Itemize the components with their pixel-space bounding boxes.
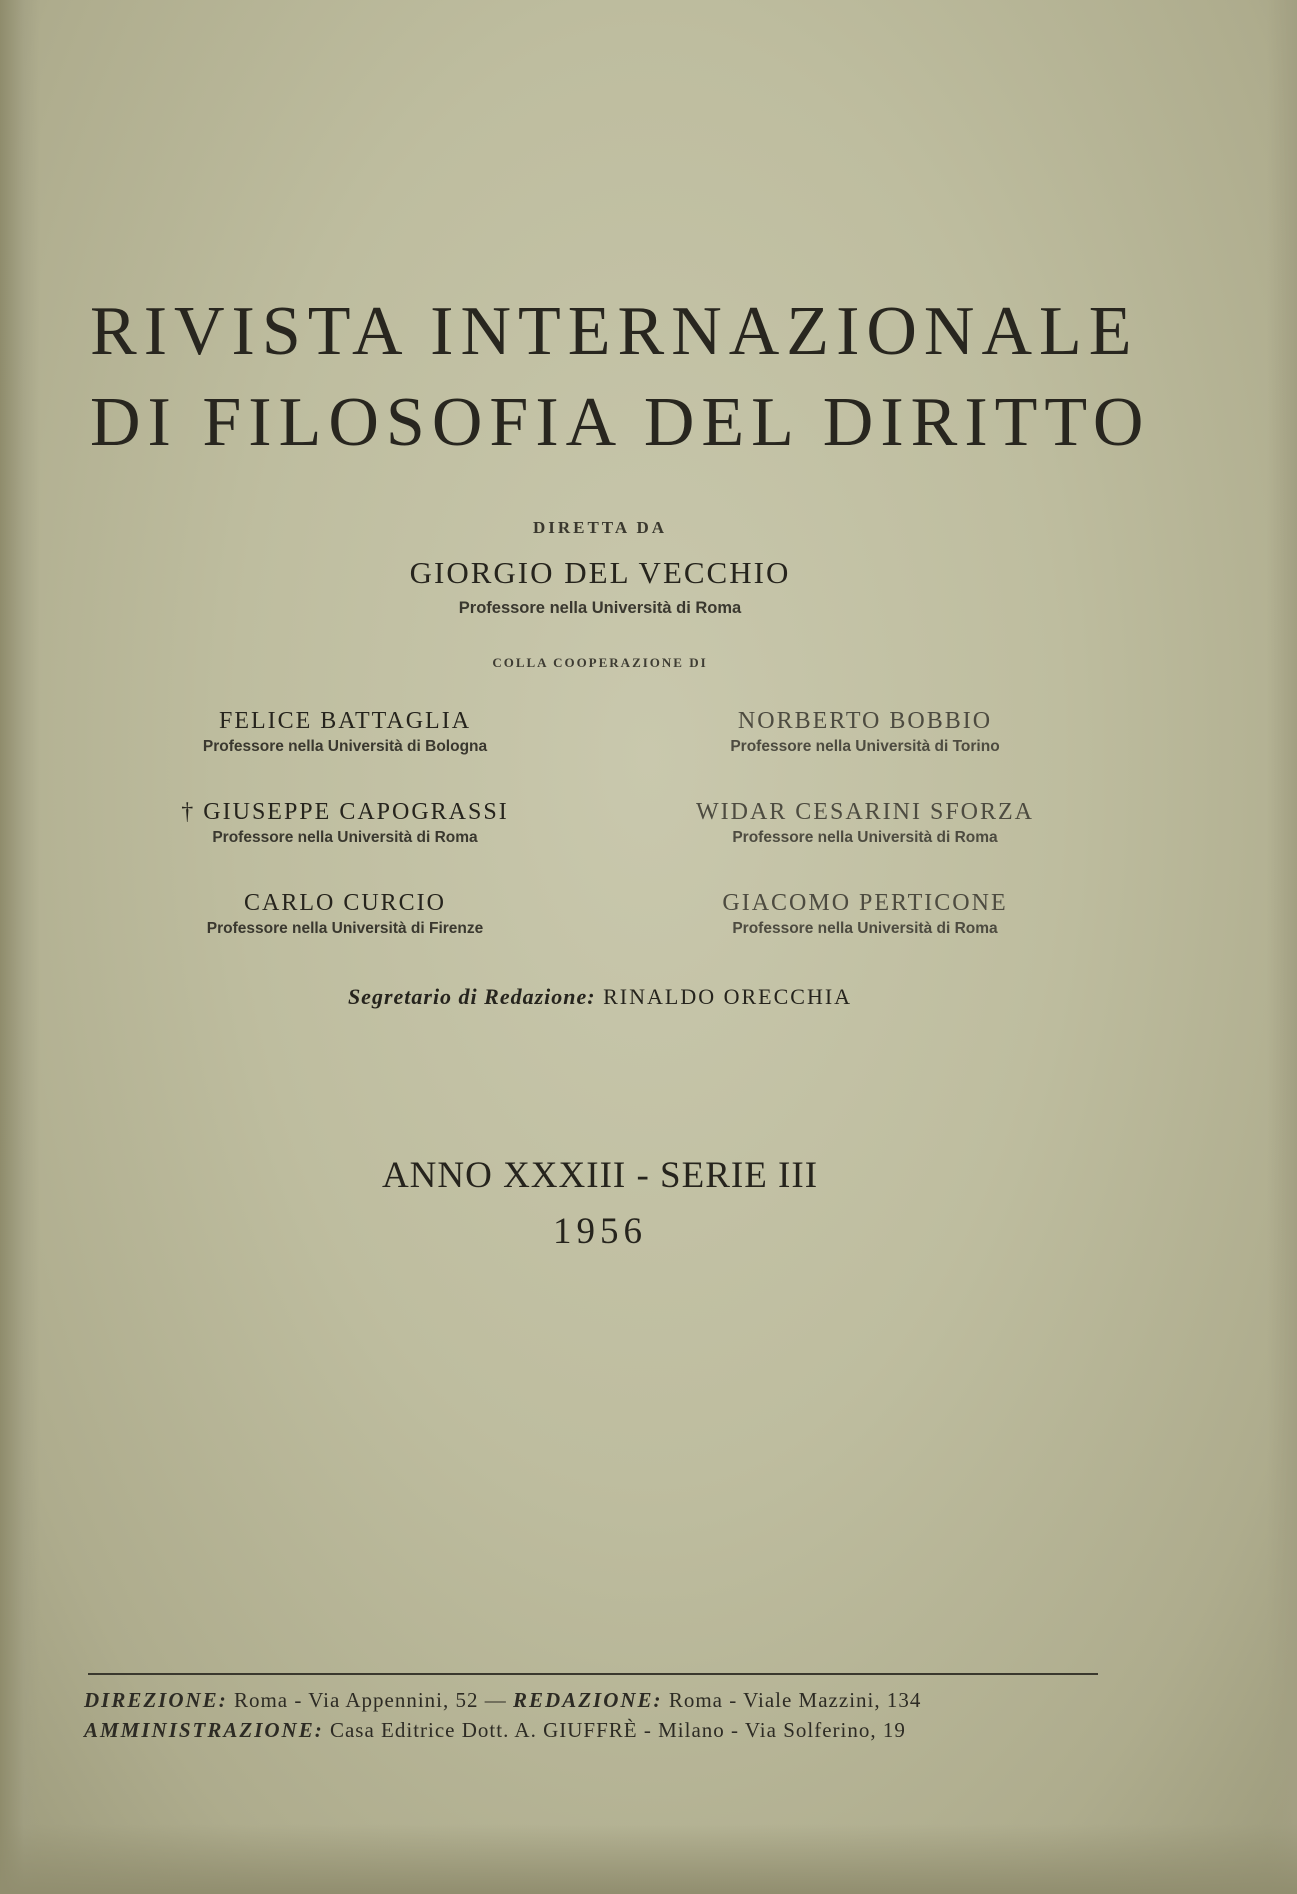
footer-rule (88, 1673, 1098, 1675)
footer-addresses-line-1 (84, 1688, 1114, 1713)
amministrazione-label: AMMINISTRAZIONE: (84, 1718, 324, 1742)
direzione-address: Roma - Via Appennini, 52 — (233, 1688, 507, 1712)
contributor-name: FELICE BATTAGLIA (218, 708, 472, 734)
contributor-affiliation: Professore nella Università di Roma (212, 829, 478, 846)
footer-addresses-line-2 (84, 1718, 1114, 1743)
contributor-affiliation: Professore nella Università di Torino (730, 738, 1000, 755)
redazione-address: Roma - Viale Mazzini, 134 (668, 1688, 922, 1712)
contributor-affiliation: Professore nella Università di Roma (732, 920, 998, 937)
direzione-label: DIREZIONE: (84, 1688, 228, 1712)
redazione-label: REDAZIONE: (513, 1688, 663, 1712)
contributor-affiliation: Professore nella Università di Bologna (202, 738, 488, 755)
contributor-block (135, 797, 555, 849)
contributor-block (135, 888, 555, 940)
journal-title-line-1: RIVISTA INTERNAZIONALE (90, 293, 1139, 370)
contributor-name: WIDAR CESARINI SFORZA (695, 799, 1034, 825)
cooperation-label: COLLA COOPERAZIONE DI (492, 655, 708, 670)
contributor-affiliation: Professore nella Università di Firenze (206, 920, 484, 937)
page-edge-shadow-bottom (0, 1824, 1297, 1894)
director-name: GIORGIO DEL VECCHIO (409, 555, 791, 590)
publication-year: 1956 (553, 1211, 647, 1252)
secretary-name: RINALDO ORECCHIA (603, 984, 853, 1009)
page-edge-shadow-left (0, 0, 40, 1894)
contributor-block (655, 888, 1075, 940)
volume-series: ANNO XXXIII - SERIE III (381, 1155, 819, 1196)
contributor-affiliation: Professore nella Università di Roma (732, 829, 998, 846)
contributor-name: GIACOMO PERTICONE (722, 890, 1008, 916)
journal-title-line-2: DI FILOSOFIA DEL DIRITTO (90, 384, 1151, 461)
director-affiliation: Professore nella Università di Roma (458, 599, 742, 617)
contributor-block (135, 706, 555, 758)
contributor-block (655, 797, 1075, 849)
secretary-label: Segretario di Redazione: (347, 984, 596, 1009)
amministrazione-address: Casa Editrice Dott. A. GIUFFRÈ - Milano - Via Solferino, 19 (329, 1718, 906, 1742)
contributor-name: NORBERTO BOBBIO (737, 708, 993, 734)
directed-by-label: DIRETTA DA (532, 518, 668, 537)
page-edge-shadow-right (1267, 0, 1297, 1894)
contributor-name: † GIUSEPPE CAPOGRASSI (181, 799, 509, 825)
editorial-secretary (0, 984, 1200, 1010)
contributor-block (655, 706, 1075, 758)
contributor-name: CARLO CURCIO (243, 890, 447, 916)
